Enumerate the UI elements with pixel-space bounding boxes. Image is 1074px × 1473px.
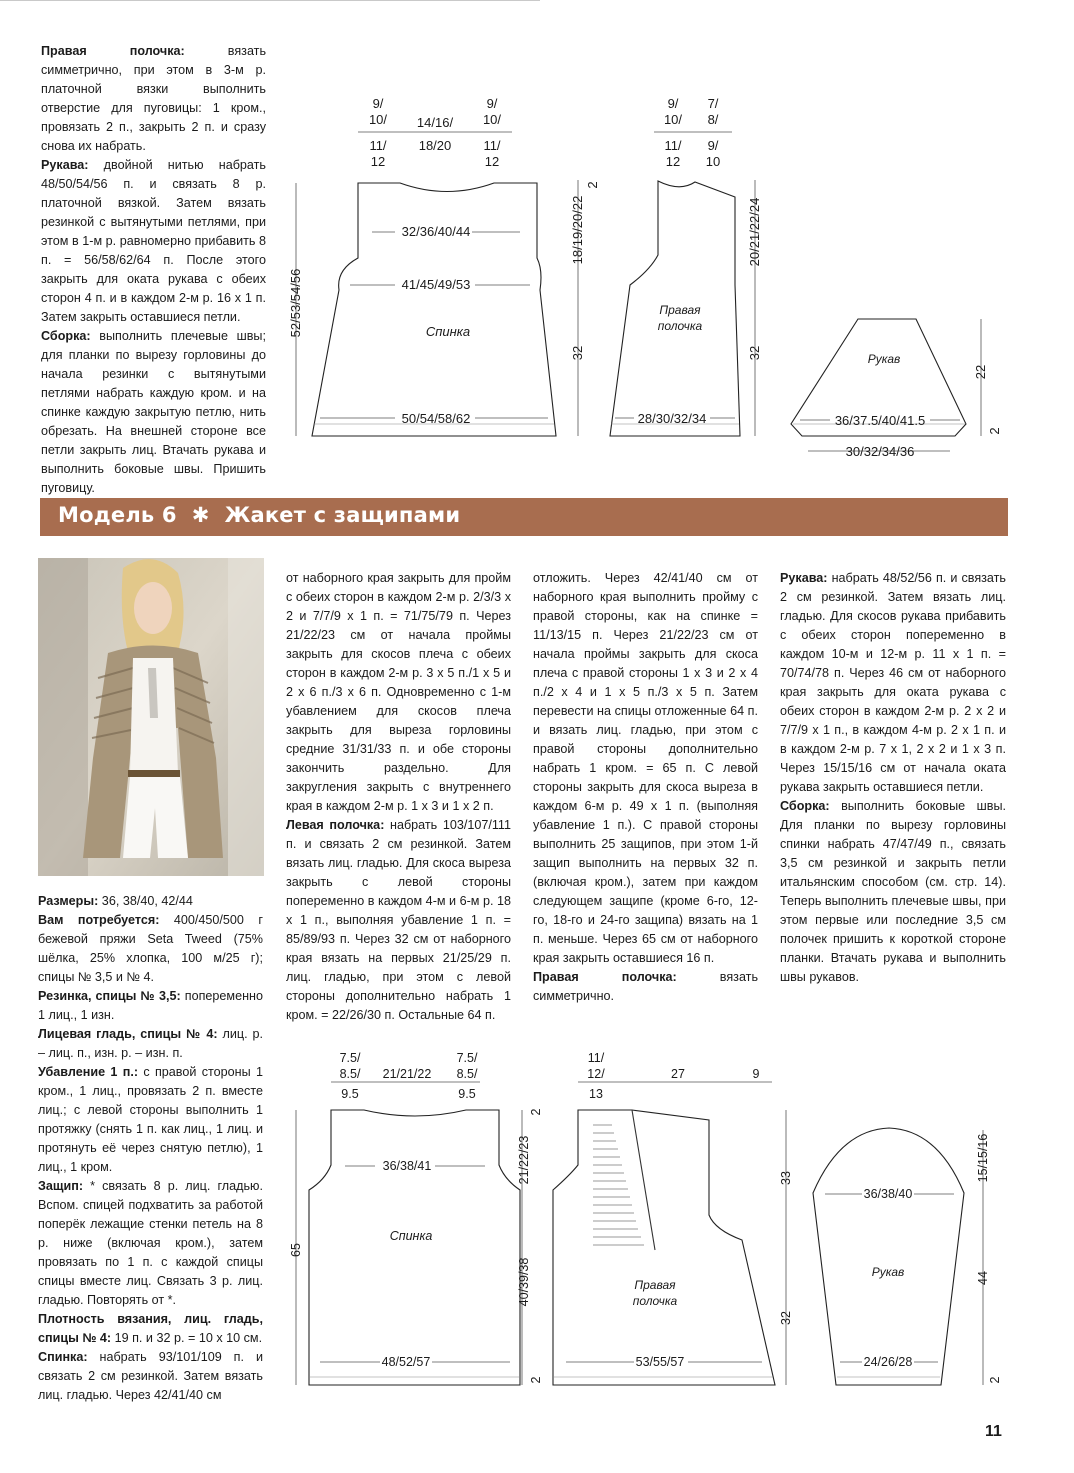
svg-text:20/21/22/24: 20/21/22/24	[747, 197, 762, 267]
paragraph	[780, 569, 1006, 797]
paragraph-heading: Резинка, спицы № 3,5:	[38, 989, 181, 1003]
text-column-4	[780, 569, 1006, 987]
paragraph-heading: Левая полочка:	[286, 818, 385, 832]
sleeve-width: 36/37.5/40/41.5	[834, 413, 926, 428]
paragraph	[38, 892, 263, 911]
banner-model: Модель 6	[58, 503, 177, 527]
paragraph-text: * связать 8 р. лиц. гладью. Вспом. спицей подхватить за работой поперёк лежащие стенки петель на 8 р. ниже (включая кром.), затем провязать по 1 п. с каждой спицы спицы вместе лиц. Связать 3 р. лиц. гладью. Повторять от *.	[38, 1179, 263, 1307]
paragraph-text: набрать 103/107/111 п. и связать 2 см резинкой. Затем вязать лиц. гладью. Для скоса выреза закрыть с левой стороны попеременно в каждом 4-м и 6-м р. 18 х 1 п., выполняя убавление 1 п. = 85/89/93 п. Через 32 см от наборного края вязать на первых 21/25/29 п. лиц. гладью, при этом с левой стороны дополнительно набрать 1 кром. = 22/26/30 п. Остальные 64 п.	[286, 818, 511, 1022]
paragraph-text: 36, 38/40, 42/44	[98, 894, 193, 908]
svg-text:7/8/: 7/ 8/	[707, 96, 719, 127]
svg-text:9/10/: 9/ 10/	[482, 96, 502, 127]
svg-text:32: 32	[779, 1311, 793, 1325]
svg-text:18/20: 18/20	[418, 138, 452, 153]
text-column-3	[533, 569, 758, 1006]
svg-text:11/12/: 11/ 12/	[587, 1051, 605, 1081]
back2-bottom: 48/52/57	[381, 1355, 431, 1369]
paragraph-heading: Сборка:	[780, 799, 830, 813]
paragraph-heading: Спинка:	[38, 1350, 88, 1364]
back-neck-left: 9/ 10/	[368, 96, 388, 127]
paragraph	[38, 911, 263, 987]
text-column-2	[286, 569, 511, 1025]
svg-text:9: 9	[752, 1067, 760, 1081]
sleeve-label: Рукав	[867, 352, 901, 366]
paragraph-text: вязать симметрично, при этом в 3-м р. платочной вязки выполнить отверстие для пуговицы: 1 кром., провязать 2 п., закрыть 2 п. и сразу снова их набрать.	[41, 44, 267, 153]
paragraph	[780, 797, 1006, 987]
svg-text:2: 2	[988, 1376, 1002, 1384]
top-schematics	[0, 0, 1074, 480]
paragraph-heading: Размеры:	[38, 894, 99, 908]
svg-text:11/12: 11/ 12	[369, 138, 387, 169]
svg-text:9/10: 9/ 10	[705, 138, 721, 169]
paragraph	[286, 569, 511, 816]
page-number: 11	[985, 1423, 1002, 1440]
back-height: 52/53/54/56	[288, 268, 303, 338]
front2-bottom: 53/55/57	[635, 1355, 685, 1369]
paragraph-text: 19 п. и 32 р. = 10 х 10 см.	[111, 1331, 263, 1345]
paragraph-text: выполнить плечевые швы; для планки по вырезу горловины до начала резинки с вытянутыми петлями набрать каждую кром. и на спинке каждую закрытую петлю, нить обрезать. На внешней стороне все петли закрыть лиц. Втачать рукава и выполнить боковые швы. Пришить пуговицу.	[41, 329, 266, 495]
svg-text:15/15/16: 15/15/16	[976, 1133, 990, 1183]
svg-text:13: 13	[589, 1087, 603, 1101]
back-bottom: 50/54/58/62	[401, 411, 471, 426]
svg-text:33: 33	[779, 1171, 793, 1185]
paragraph-text: попеременно 1 лиц., 1 изн.	[38, 989, 263, 1022]
front-label: Правая полочка	[657, 303, 703, 333]
svg-text:32: 32	[570, 345, 585, 361]
svg-text:11/12: 11/ 12	[664, 138, 682, 169]
paragraph-heading: Правая полочка:	[533, 970, 677, 984]
svg-text:9.5: 9.5	[341, 1087, 359, 1101]
paragraph	[533, 968, 758, 1006]
svg-text:2: 2	[987, 427, 1002, 435]
back-outline	[312, 183, 556, 436]
paragraph-text: вязать симметрично.	[533, 970, 759, 1003]
paragraph	[286, 816, 511, 1025]
svg-text:9.5: 9.5	[458, 1087, 476, 1101]
paragraph-heading: Сборка:	[41, 329, 91, 343]
paragraph-heading: Рукава:	[780, 571, 828, 585]
paragraph-text: выполнить боковые швы. Для планки по вырезу горловины спинки набрать 47/47/49 п., связать 3,5 см резинкой и закрыть петли итальянским способом (см. стр. 14). Теперь выполнить плечевые швы, при этом первые или последние 3,5 см полочек пришить к короткой стороне планки. Втачать рукава и выполнить швы рукавов.	[780, 799, 1006, 984]
paragraph-text: двойной нитью набрать 48/50/54/56 п. и связать 8 р. платочной вязкой. Затем вязать резинкой с вытянутыми петлями, при этом в 1-м р. равномерно прибавить 8 п. = 56/58/62/64 п. После этого закрыть для оката рукава с обеих сторон 4 п. и в каждом 2-м р. 16 х 1 п. Затем закрыть оставшиеся петли.	[41, 158, 266, 324]
paragraph	[38, 987, 263, 1025]
banner-title	[58, 503, 460, 527]
banner-star-icon: ✱	[191, 503, 210, 527]
svg-text:2: 2	[585, 181, 600, 189]
paragraph-heading: Защип:	[38, 1179, 84, 1193]
back2-chest: 36/38/41	[382, 1159, 432, 1173]
back2-neck: 21/21/22	[382, 1067, 432, 1081]
svg-text:22: 22	[973, 364, 988, 380]
paragraph-heading: Вам потребуется:	[38, 913, 160, 927]
model-photo	[38, 558, 264, 876]
paragraph-text: набрать 48/52/56 п. и связать 2 см резинкой. Затем вязать лиц. гладью. Для скосов рукава прибавить с обеих сторон попеременно в каждом 10-м и 12-м р. 11 х 1 п. = 70/74/78 п. Через 46 см от наборного края закрыть для оката рукава с обеих сторон в каждом 2-м р. 2 х 2 и 7/7/9 х 1 п., в каждом 4-м р. 2 х 1 п. и в каждом 2-м р. 7 х 1, 2 х 2 и 1 х 3 п. Через 15/15/16 см от начала оката рукава закрыть оставшиеся петли.	[780, 571, 1006, 794]
back-label: Спинка	[425, 324, 471, 339]
back-chest-1: 32/36/40/44	[401, 224, 471, 239]
front2-label: Правая полочка	[632, 1278, 678, 1308]
svg-text:65: 65	[289, 1243, 303, 1257]
sleeve-bottom: 30/32/34/36	[845, 444, 915, 459]
sleeve2-width: 36/38/40	[863, 1187, 913, 1201]
sleeve2-label: Рукав	[871, 1265, 905, 1279]
front-bottom: 28/30/32/34	[637, 411, 707, 426]
paragraph-heading: Плотность вязания, лиц. гладь, спицы № 4:	[38, 1312, 263, 1345]
paragraph-text: с правой стороны 1 кром., 1 лиц., провязать 2 п. вместе лиц.; с левой стороны выполнить 1 протяжку (снять 1 п. как лиц., 1 лиц. и протянуть её через снятую петлю), 1 лиц., 1 кром.	[38, 1065, 263, 1174]
bottom-schematics	[0, 1040, 1074, 1440]
paragraph-text: отложить. Через 42/41/40 см от наборного края выполнить пройму с правой стороны, как на спинке = 11/13/15 п. Через 21/22/23 см от начала проймы закрыть для скоса плеча с правой стороны 1 х 3 и 2 х 4 п./2 х 4 и 1 х 5 п./3 х 5 п. Затем перевести на спицы отложенные 64 п. и вязать лиц. гладью, при этом с правой стороны дополнительно набрать 1 кром. = 65 п. С левой стороны закрыть для скоса выреза в каждом 6-м р. 49 х 1 п. (выполняя убавление 1 п.). С правой стороны выполнить 25 защипов, при этом 1-й защип выполнить на первых 32 п. (включая кром.), затем при каждом следующем защипе (кроме 6-го, 12-го, 18-го и 24-го защипа) вязать на 1 п. меньше. Через 65 см от наборного края закрыть оставшиеся 16 п.	[533, 571, 758, 965]
paragraph-heading: Лицевая гладь, спицы № 4:	[38, 1027, 218, 1041]
paragraph-text: 400/450/500 г бежевой пряжи Seta Tweed (75% шёлка, 25% хлопка, 100 м/25 г); спицы № 3,5 и № 4.	[38, 913, 263, 984]
back-neck-mid: 14/16/	[416, 115, 454, 130]
paragraph-heading: Рукава:	[41, 158, 89, 172]
svg-text:7.5/8.5/: 7.5/ 8.5/	[456, 1051, 478, 1081]
sleeve-outline-2	[813, 1128, 964, 1385]
svg-text:21/22/23: 21/22/23	[517, 1135, 531, 1185]
paragraph-heading: Убавление 1 п.:	[38, 1065, 139, 1079]
front-armhole: 18/19/20/22	[570, 195, 585, 265]
svg-text:44: 44	[976, 1271, 990, 1285]
paragraph	[533, 569, 758, 968]
sleeve2-bottom: 24/26/28	[863, 1355, 913, 1369]
front-outline-2	[553, 1110, 775, 1385]
svg-text:9/10/: 9/ 10/	[663, 96, 683, 127]
back-outline-2	[309, 1110, 520, 1385]
banner-heading: Жакет с защипами	[224, 503, 461, 527]
back2-label: Спинка	[389, 1229, 433, 1243]
svg-text:32: 32	[747, 345, 762, 361]
paragraph-heading: Правая полочка:	[41, 44, 185, 58]
svg-text:27: 27	[671, 1067, 685, 1081]
svg-text:2: 2	[529, 1108, 543, 1116]
svg-text:2: 2	[529, 1376, 543, 1384]
back-chest-2: 41/45/49/53	[401, 277, 471, 292]
paragraph-text: набрать 93/101/109 п. и связать 2 см резинкой. Затем вязать лиц. гладью. Через 42/41/40 см	[38, 1350, 263, 1402]
svg-text:7.5/8.5/: 7.5/ 8.5/	[339, 1051, 361, 1081]
svg-text:11/12: 11/ 12	[483, 138, 501, 169]
paragraph-text: лиц. р. – лиц. п., изн. р. – изн. п.	[38, 1027, 263, 1060]
svg-text:40/39/38: 40/39/38	[517, 1257, 531, 1307]
paragraph-text: от наборного края закрыть для пройм с обеих сторон в каждом 2-м р. 2/3/3 х 2 и 7/7/9 х 1 п. = 71/75/79 п. Через 21/22/23 см от начала проймы закрыть для скосов плеча с обеих сторон в каждом 2-м р. 3 х 5 п./1 х 5 и 2 х 6 п./3 х 6 п. Одновременно с 1-м убавлением для скосов плеча закрыть для выреза горловины средние 31/31/33 п. и обе стороны закончить раздельно. Для закругления закрыть с внутреннего края в каждом 2-м р. 1 х 3 и 1 х 2 п.	[286, 571, 511, 813]
